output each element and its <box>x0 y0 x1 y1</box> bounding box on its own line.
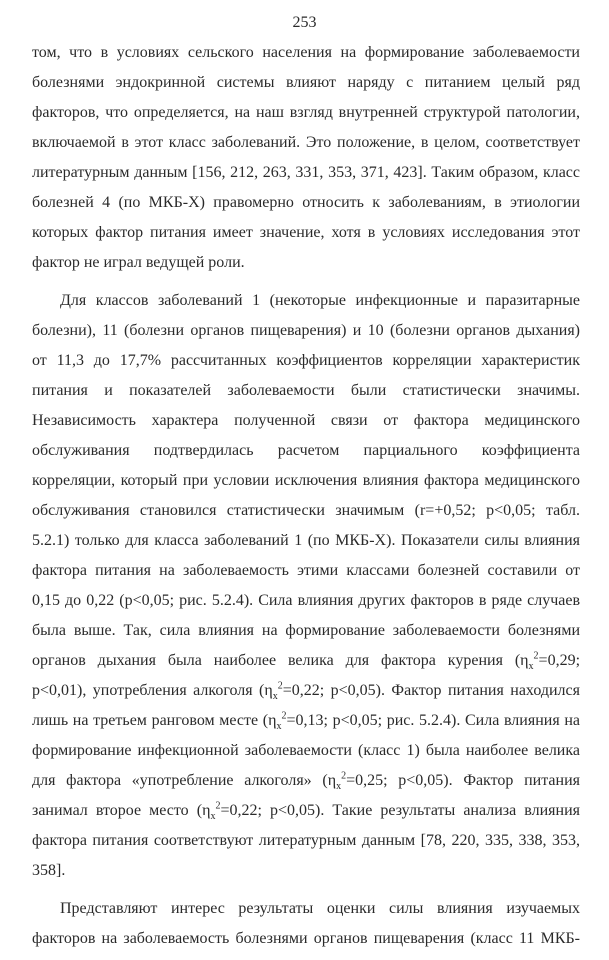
eta-symbol: η <box>202 802 211 819</box>
text-line: включаемой в этот класс заболеваний. Это положение, в целом, соответствует <box>32 134 580 151</box>
body-text <box>32 38 580 954</box>
text-line: p<0,01), употребления алкоголя ($\eta_x^2=0,22$; p<0,05). Фактор питания находился <box>32 680 580 703</box>
text-line: обслуживания становился статистически значимым (r=+0,52; p<0,05; табл. <box>32 502 580 519</box>
eta-symbol: η <box>264 682 273 699</box>
text-line: болезнями эндокринной системы влияют наряду с питанием целый ряд <box>32 74 580 91</box>
eta-symbol: η <box>268 712 277 729</box>
text-line: Независимость характера полученной связи от фактора медицинского <box>32 412 580 429</box>
text-line: корреляции, который при условии исключения влияния фактора медицинского <box>32 472 580 489</box>
text-line: 5.2.1) только для класса заболеваний 1 (по МКБ-Х). Показатели силы влияния <box>32 532 580 549</box>
eta-symbol: η <box>327 772 337 789</box>
text-line: 358]. <box>32 862 66 879</box>
text-line: фактор не играл ведущей роли. <box>32 254 245 271</box>
text-line: была выше. Так, сила влияния на формирование заболеваемости болезнями <box>32 622 580 639</box>
text-line: питания и показателей заболеваемости были статистически значимы. <box>32 382 580 399</box>
text-line: Для классов заболеваний 1 (некоторые инфекционные и паразитарные <box>60 292 580 309</box>
text-line: органов дыхания была наиболее велика для фактора курения ($\eta_x^2=0,29$; <box>32 650 581 673</box>
text-line: для фактора «употребление алкоголя» ($\eta_x^2=0,25$; p<0,05). Фактор питания <box>32 770 581 793</box>
text-line: лишь на третьем ранговом месте ($\eta_x^2=0,13$; p<0,05; рис. 5.2.4). Сила влияния на <box>32 710 581 733</box>
text-line: литературным данным [156, 212, 263, 331, 353, 371, 423]. Таким образом, класс <box>32 164 580 181</box>
text-line: Представляют интерес результаты оценки силы влияния изучаемых <box>60 900 580 917</box>
text-line: том, что в условиях сельского населения на формирование заболеваемости <box>32 44 580 61</box>
text-line: обслуживания подтвердилась расчетом парциального коэффициента <box>32 442 580 459</box>
page-number: 253 <box>292 14 317 31</box>
text-line: факторов на заболеваемость болезнями органов пищеварения (класс 11 МКБ- <box>32 930 580 947</box>
text-line: формирование инфекционной заболеваемости (класс 1) была наиболее велика <box>32 742 580 759</box>
text-line: от 11,3 до 17,7% рассчитанных коэффициентов корреляции характеристик <box>32 352 580 369</box>
text-line: факторов, что определяется, на наш взгляд внутренней структурой патологии, <box>32 104 580 121</box>
text-line: 0,15 до 0,22 (p<0,05; рис. 5.2.4). Сила влияния других факторов в ряде случаев <box>32 592 580 609</box>
eta-symbol: η <box>520 652 529 669</box>
text-line: фактора питания на заболеваемость этими классами болезней составили от <box>32 562 580 579</box>
text-line: болезни), 11 (болезни органов пищеварения) и 10 (болезни органов дыхания) <box>32 322 580 339</box>
text-line: болезней 4 (по МКБ-Х) правомерно относить к заболеваниям, в этиологии <box>32 194 580 211</box>
text-line: фактора питания соответствуют литературным данным [78, 220, 335, 338, 353, <box>32 832 580 849</box>
text-line: которых фактор питания имеет значение, хотя в условиях исследования этот <box>32 224 580 241</box>
text-line: занимал второе место ($\eta_x^2=0,22$; p<0,05). Такие результаты анализа влияния <box>32 800 581 823</box>
